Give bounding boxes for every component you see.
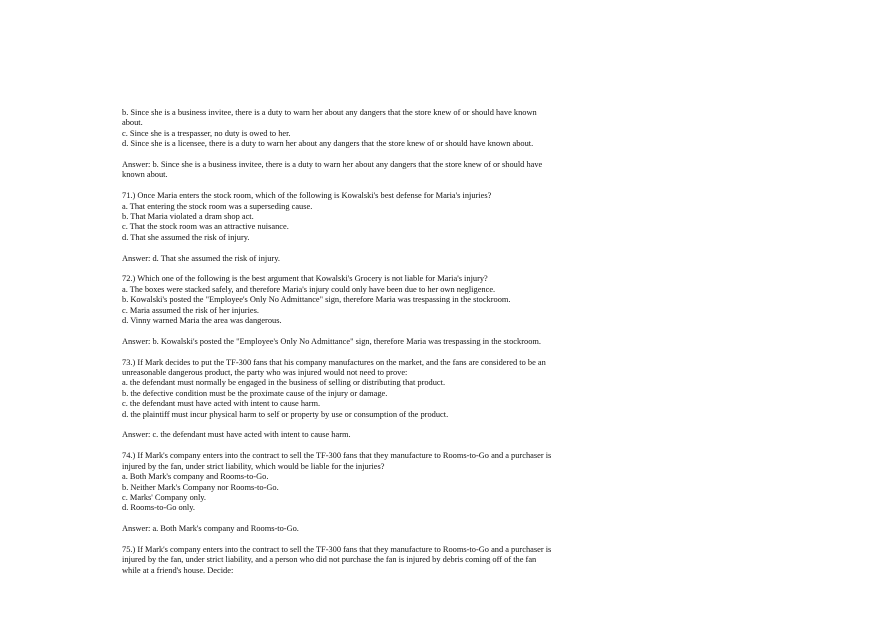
text-line: d. Rooms-to-Go only. [122,503,195,513]
text-line: while at a friend's house. Decide: [122,565,234,575]
text-line: d. That she assumed the risk of injury. [122,232,250,242]
text-line: Answer: a. Both Mark's company and Rooms-to-Go. [122,524,299,534]
blank-line [122,264,592,274]
text-line: d. Vinny warned Maria the area was dangerous. [122,316,282,326]
text-line: c. the defendant must have acted with intent to cause harm. [122,399,321,409]
text-line: a. The boxes were stacked safely, and therefore Maria's injury could only have been due to her own negligence. [122,284,496,294]
blank-line [122,347,592,357]
blank-line [122,420,592,430]
text-line: d. the plaintiff must incur physical harm to self or property by use or consumption of the product. [122,409,449,419]
document-text [122,108,592,576]
text-line: a. the defendant must normally be engaged in the business of selling or distributing that product. [122,378,446,388]
text-line: about. [122,118,143,128]
text-line: d. Since she is a licensee, there is a duty to warn her about any dangers that the store knew of or should have known about. [122,139,534,149]
blank-line [122,181,592,191]
text-line: 72.) Which one of the following is the best argument that Kowalski's Grocery is not liable for Maria's injury? [122,274,488,284]
text-line: Answer: c. the defendant must have acted with intent to cause harm. [122,430,351,440]
text-line: a. That entering the stock room was a superseding cause. [122,201,313,211]
text-line: b. Neither Mark's Company nor Rooms-to-Go. [122,482,279,492]
text-line: c. That the stock room was an attractive nuisance. [122,222,289,232]
text-line: c. Since she is a trespasser, no duty is owed to her. [122,128,291,138]
blank-line [122,514,592,524]
text-line: b. Since she is a business invitee, there is a duty to warn her about any dangers that the store knew of or should have known [122,108,537,117]
blank-line [122,535,592,545]
blank-line [122,243,592,253]
blank-line [122,150,592,160]
text-line: 73.) If Mark decides to put the TF-300 fans that his company manufactures on the market, and the fans are considered to be an [122,357,546,367]
text-line: c. Marks' Company only. [122,492,207,502]
blank-line [122,326,592,336]
text-line: Answer: b. Since she is a business invitee, there is a duty to warn her about any dangers that the store knew of or should have [122,160,543,170]
text-line: known about. [122,170,168,180]
text-line: Answer: b. Kowalski's posted the "Employee's Only No Admittance" sign, therefore Maria was trespassing in the stockroom. [122,336,541,346]
text-line: 74.) If Mark's company enters into the contract to sell the TF-300 fans that they manufacture to Rooms-to-Go and a purchaser is [122,451,552,461]
text-line: 71.) Once Maria enters the stock room, which of the following is Kowalski's best defense for Maria's injuries? [122,191,492,201]
text-line: injured by the fan, under strict liability, and a person who did not purchase the fan is injured by debris coming off of the fan [122,555,537,565]
text-line: c. Maria assumed the risk of her injuries. [122,305,259,315]
text-line: injured by the fan, under strict liability, which would be liable for the injuries? [122,461,385,471]
text-line: b. Kowalski's posted the "Employee's Only No Admittance" sign, therefore Maria was trespassing in the stockroom. [122,295,511,305]
blank-line [122,441,592,451]
text-line: a. Both Mark's company and Rooms-to-Go. [122,472,269,482]
text-line: b. the defective condition must be the proximate cause of the injury or damage. [122,388,388,398]
text-line: 75.) If Mark's company enters into the contract to sell the TF-300 fans that they manufacture to Rooms-to-Go and a purchaser is [122,544,552,554]
text-line: Answer: d. That she assumed the risk of injury. [122,253,280,263]
text-line: b. That Maria violated a dram shop act. [122,212,254,222]
text-line: unreasonable dangerous product, the party who was injured would not need to prove: [122,368,408,378]
